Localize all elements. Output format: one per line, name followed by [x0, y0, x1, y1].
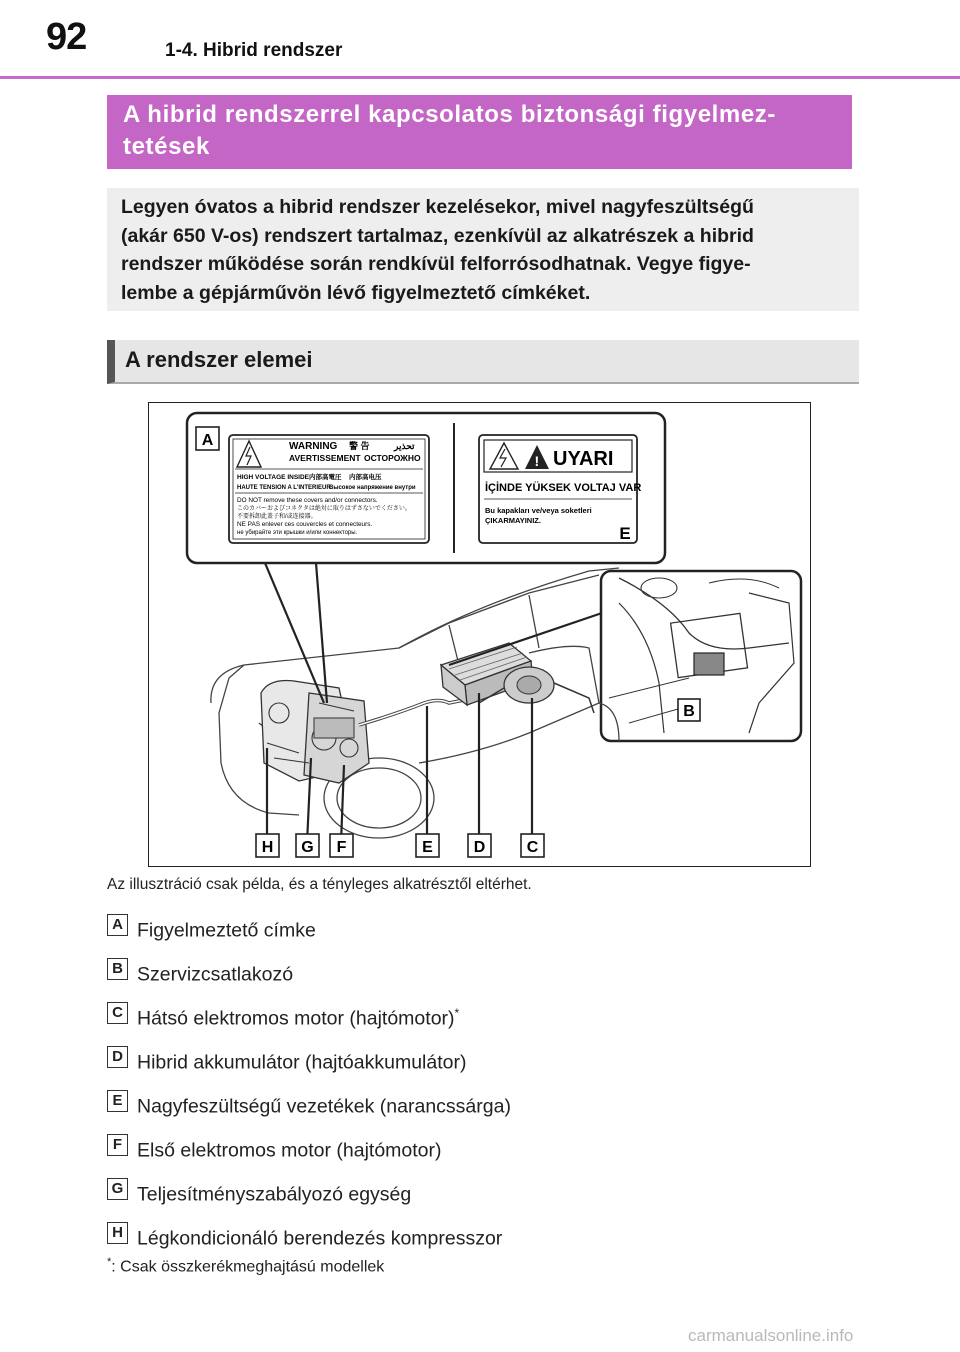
label-a-text: DO NOT remove these covers and/or connectors.	[237, 497, 378, 504]
label-a-text: このカバーおよびコネクタは絶対に取りはずさないでください。	[237, 506, 411, 512]
illustration-caption: Az illusztráció csak példa, és a tényleges alkatrésztől eltérhet.	[107, 876, 532, 893]
callout-e-panel	[615, 521, 635, 543]
footnote-text: : Csak összkerékmeghajtású modellek	[111, 1258, 385, 1276]
legend-text: Hibrid akkumulátor (hajtóakkumulátor)	[137, 1051, 467, 1074]
svg-text:F: F	[336, 839, 347, 856]
label-e-line2: ÇIKARMAYINIZ.	[485, 516, 541, 525]
label-a-text: 警 告	[349, 441, 370, 451]
svg-text:A: A	[201, 432, 214, 449]
intro-line: rendszer működése során rendkívül felforrósodhatnak. Vegye figye-	[121, 253, 751, 275]
svg-text:D: D	[473, 839, 486, 856]
section-title-line1: A hibrid rendszerrel kapcsolatos biztonsági figyelmez-	[123, 101, 776, 128]
callout-e	[416, 834, 439, 857]
footnote	[107, 1256, 384, 1276]
label-a-text: NE PAS enlever ces couvercles et connecteurs.	[237, 521, 373, 528]
legend-letter: F	[107, 1134, 128, 1156]
footnote-mark: *	[107, 1256, 112, 1268]
vehicle-diagram	[149, 403, 809, 865]
legend-letter: B	[107, 958, 128, 980]
legend-text: Nagyfeszültségű vezetékek (narancssárga)	[137, 1095, 511, 1118]
label-a-text: ОСТОРОЖНО	[364, 453, 421, 463]
label-a-text: 不要拆卸此盖子和/或连接器。	[237, 514, 317, 520]
intro-line: (akár 650 V-os) rendszert tartalmaz, ezenkívül az alkatrészek a hibrid	[121, 224, 754, 247]
label-a-text: Высокое напряжение внутри	[329, 485, 416, 491]
intro-line: lembe a gépjárművön lévő figyelmeztető címkéket.	[121, 281, 591, 304]
callout-a	[196, 427, 219, 450]
svg-text:B: B	[683, 703, 695, 720]
svg-text:G: G	[301, 839, 314, 856]
svg-text:!: !	[534, 453, 540, 469]
intro-box	[107, 188, 859, 311]
legend-text: Figyelmeztető címke	[137, 919, 316, 942]
label-a-text: 内部高電圧	[309, 474, 342, 481]
service-plug-detail	[601, 571, 801, 741]
legend-letter: A	[107, 914, 128, 936]
label-e-line1: Bu kapakları ve/veya soketleri	[485, 506, 592, 515]
legend-letter: E	[107, 1090, 128, 1112]
legend-text: Teljesítményszabályozó egység	[137, 1183, 412, 1206]
label-a-text: HIGH VOLTAGE INSIDE	[237, 474, 309, 481]
legend-text: Légkondicionáló berendezés kompresszor	[137, 1227, 503, 1250]
legend-letter: C	[107, 1002, 128, 1024]
callout-f	[330, 834, 353, 857]
legend-letter: G	[107, 1178, 128, 1200]
header-rule	[0, 76, 960, 79]
label-a-text: AVERTISSEMENT	[289, 453, 361, 463]
watermark: carmanualsonline.info	[688, 1326, 854, 1345]
label-e-subtitle: İÇİNDE YÜKSEK VOLTAJ VAR	[485, 482, 642, 494]
legend-text: Első elektromos motor (hajtómotor)	[137, 1139, 442, 1162]
svg-text:C: C	[526, 839, 539, 856]
intro-line: Legyen óvatos a hibrid rendszer kezelésekor, mivel nagyfeszültségű	[121, 196, 754, 218]
label-a-text: HAUTE TENSION A L'INTERIEUR	[237, 485, 331, 491]
legend-text: Szervizcsatlakozó	[137, 963, 294, 986]
subsection-heading: A rendszer elemei	[107, 340, 859, 384]
label-a-text: 内部高电压	[349, 474, 382, 481]
label-a-text: не убирайте эти крышки и/или коннекторы.	[237, 530, 358, 536]
svg-text:E: E	[619, 524, 631, 543]
section-banner	[107, 95, 852, 169]
callout-b	[678, 699, 700, 721]
components-illustration	[148, 402, 811, 867]
callout-d	[468, 834, 491, 857]
svg-text:H: H	[261, 839, 274, 856]
engine-components	[261, 681, 369, 784]
legend-letter: D	[107, 1046, 128, 1068]
label-a-text: WARNING	[289, 441, 338, 452]
legend-text: Hátsó elektromos motor (hajtómotor)*	[137, 1006, 460, 1030]
page-number: 92	[46, 16, 87, 58]
section-title-line2: tetések	[123, 133, 210, 160]
callout-g	[296, 834, 319, 857]
callout-h	[256, 834, 279, 857]
svg-text:E: E	[422, 839, 433, 856]
label-e-title: UYARI	[553, 448, 614, 470]
chapter-title: 1-4. Hibrid rendszer	[165, 40, 343, 61]
legend-letter: H	[107, 1222, 128, 1244]
label-a-text: تحذير	[394, 441, 415, 451]
warning-label-a	[229, 435, 429, 543]
callout-c	[521, 834, 544, 857]
